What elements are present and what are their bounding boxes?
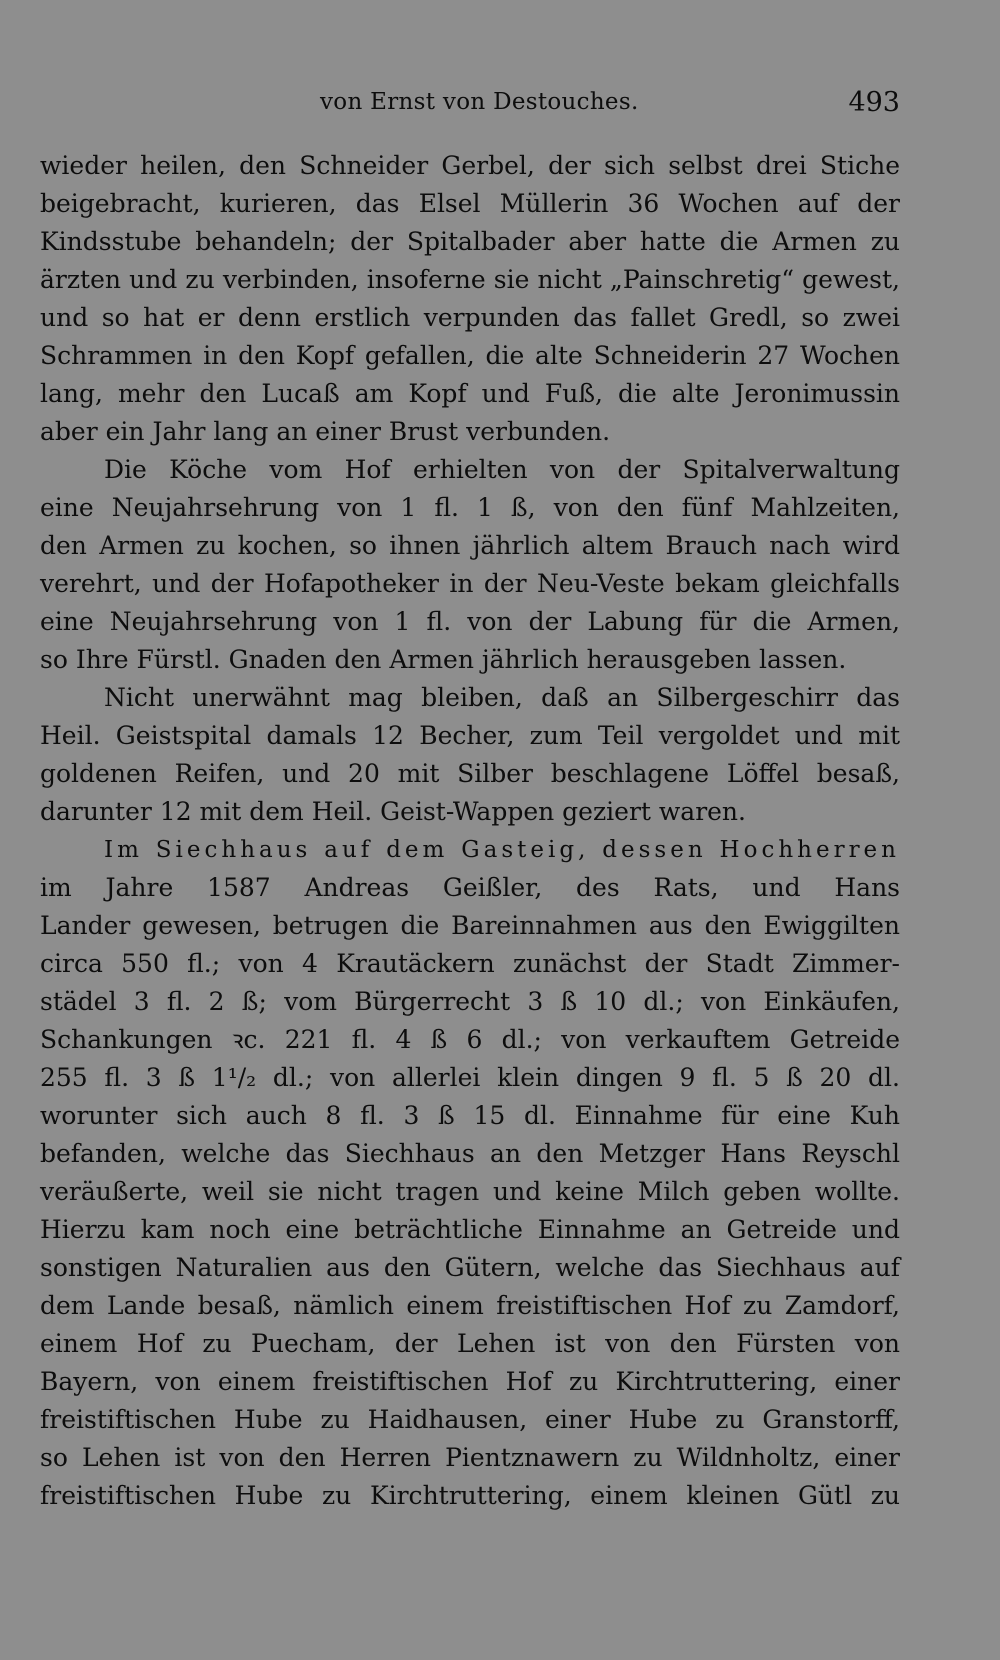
text-line: so Ihre Fürstl. Gnaden den Armen jährlich herausgeben lassen. <box>40 645 847 674</box>
text-line: freistiftischen Hube zu Haidhausen, einer Hube zu Granstorff, <box>40 1405 900 1434</box>
text-line: wieder heilen, den Schneider Gerbel, der sich selbst drei Stiche <box>40 151 900 180</box>
text-line: Hierzu kam noch eine beträchtliche Einnahme an Getreide und <box>40 1215 900 1244</box>
text-line: darunter 12 mit dem Heil. Geist-Wappen geziert waren. <box>40 797 746 826</box>
text-line: Lander gewesen, betrugen die Bareinnahmen aus den Ewiggilten <box>40 911 900 940</box>
text-line: lang, mehr den Lucaß am Kopf und Fuß, die alte Jeronimussin <box>40 379 900 408</box>
text-line: ärzten und zu verbinden, insoferne sie nicht „Painschretig“ gewest, <box>40 265 900 294</box>
text-line: städel 3 fl. 2 ß; vom Bürgerrecht 3 ß 10 dl.; von Einkäufen, <box>40 987 900 1016</box>
text-line: Die Köche vom Hof erhielten von der Spitalverwaltung <box>104 455 900 484</box>
running-title: von Ernst von Destouches. <box>320 89 639 115</box>
text-line: Heil. Geistspital damals 12 Becher, zum Teil vergoldet und mit <box>40 721 900 750</box>
page-header <box>40 82 900 122</box>
text-line: Kindsstube behandeln; der Spitalbader aber hatte die Armen zu <box>40 227 900 256</box>
text-line: 255 fl. 3 ß 1¹/₂ dl.; von allerlei klein dingen 9 fl. 5 ß 20 dl. <box>40 1063 900 1092</box>
text-line: Nicht unerwähnt mag bleiben, daß an Silbergeschirr das <box>104 683 900 712</box>
text-line: Schrammen in den Kopf gefallen, die alte Schneiderin 27 Wochen <box>40 341 900 370</box>
text-line: goldenen Reifen, und 20 mit Silber beschlagene Löffel besaß, <box>40 759 900 788</box>
text-line: im Jahre 1587 Andreas Geißler, des Rats, und Hans <box>40 873 900 902</box>
text-line: Im Siechhaus auf dem Gasteig, dessen Hochherren <box>104 837 900 863</box>
text-line: Schankungen ꝛc. 221 fl. 4 ß 6 dl.; von verkauftem Getreide <box>40 1025 900 1054</box>
text-line: verehrt, und der Hofapotheker in der Neu-Veste bekam gleichfalls <box>40 569 900 598</box>
text-line: eine Neujahrsehrung von 1 fl. 1 ß, von den fünf Mahlzeiten, <box>40 493 900 522</box>
text-line: befanden, welche das Siechhaus an den Metzger Hans Reyschl <box>40 1139 900 1168</box>
text-line: so Lehen ist von den Herren Pientznawern zu Wildnholtz, einer <box>40 1443 900 1472</box>
text-line: circa 550 fl.; von 4 Krautäckern zunächst der Stadt Zimmer- <box>40 949 900 978</box>
text-line: eine Neujahrsehrung von 1 fl. von der Labung für die Armen, <box>40 607 900 636</box>
text-line: freistiftischen Hube zu Kirchtruttering, einem kleinen Gütl zu <box>40 1481 900 1510</box>
text-line: aber ein Jahr lang an einer Brust verbunden. <box>40 417 611 446</box>
text-line: sonstigen Naturalien aus den Gütern, welche das Siechhaus auf <box>40 1253 900 1282</box>
text-line: und so hat er denn erstlich verpunden das fallet Gredl, so zwei <box>40 303 900 332</box>
text-line: Bayern, von einem freistiftischen Hof zu Kirchtruttering, einer <box>40 1367 900 1396</box>
text-line: veräußerte, weil sie nicht tragen und keine Milch geben wollte. <box>40 1177 900 1206</box>
text-line: einem Hof zu Puecham, der Lehen ist von den Fürsten von <box>40 1329 900 1358</box>
text-line: dem Lande besaß, nämlich einem freistiftischen Hof zu Zamdorf, <box>40 1291 900 1320</box>
text-line: beigebracht, kurieren, das Elsel Müllerin 36 Wochen auf der <box>40 189 900 218</box>
page-number: 493 <box>848 86 900 118</box>
text-line: den Armen zu kochen, so ihnen jährlich altem Brauch nach wird <box>40 531 900 560</box>
body-text <box>40 147 900 1515</box>
text-line: worunter sich auch 8 fl. 3 ß 15 dl. Einnahme für eine Kuh <box>40 1101 900 1130</box>
